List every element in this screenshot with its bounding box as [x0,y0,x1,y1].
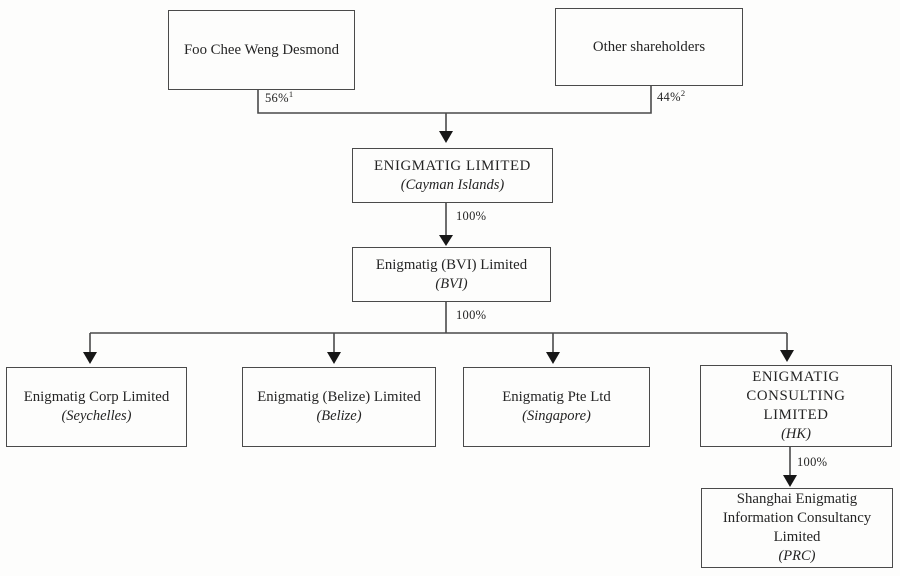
arrowhead-seychelles [83,352,97,364]
node-jurisdiction: (PRC) [778,548,816,565]
arrowhead-cayman [439,131,453,143]
node-enigmatig-consulting-limited-hk [700,365,892,447]
node-title: Enigmatig Pte Ltd [502,389,611,406]
node-other-shareholders [555,8,743,86]
node-title: Enigmatig (Belize) Limited [257,389,421,406]
arrowhead-belize [327,352,341,364]
node-jurisdiction: (Singapore) [522,408,591,425]
node-jurisdiction: (Cayman Islands) [400,176,505,193]
arrowhead-bvi [439,235,453,246]
ownership-pct: 44% [657,90,681,104]
ownership-pct: 100% [456,209,487,223]
connector-other-to-join [446,86,651,113]
ownership-footnote: 1 [288,88,294,99]
ownership-pct: 100% [797,455,828,469]
node-foo-chee-weng-desmond [168,10,355,90]
node-jurisdiction: (Seychelles) [61,408,132,425]
node-jurisdiction: (Belize) [316,408,362,425]
node-title: Enigmatig Corp Limited [23,389,170,406]
node-enigmatig-pte-ltd-singapore [463,367,650,447]
ownership-label-hk-prc [797,455,827,470]
arrowhead-hk [780,350,794,362]
node-title: ENIGMATIG LIMITED [374,157,531,174]
node-title: Shanghai Enigmatig Information Consultancy Limited [722,491,872,546]
ownership-label-cayman-bvi [456,209,486,224]
ownership-label-foo-cayman [265,88,294,106]
ownership-pct: 56% [265,91,289,105]
node-title: Foo Chee Weng Desmond [183,41,340,58]
node-enigmatig-belize-limited [242,367,436,447]
node-shanghai-enigmatig-prc [701,488,893,568]
ownership-footnote: 2 [680,87,686,98]
node-enigmatig-limited-cayman [352,148,553,203]
arrowhead-singapore [546,352,560,364]
node-jurisdiction: (BVI) [435,275,468,292]
node-title: Enigmatig (BVI) Limited [375,256,528,273]
node-title: ENIGMATIG CONSULTING LIMITED [746,369,846,424]
node-title: Other shareholders [592,38,706,55]
node-enigmatig-bvi-limited [352,247,551,302]
ownership-label-other-cayman [657,87,686,105]
node-jurisdiction: (HK) [781,426,811,443]
ownership-label-bvi-subsidiaries [456,308,486,323]
node-enigmatig-corp-limited-seychelles [6,367,187,447]
ownership-pct: 100% [456,308,487,322]
arrowhead-prc [783,475,797,487]
